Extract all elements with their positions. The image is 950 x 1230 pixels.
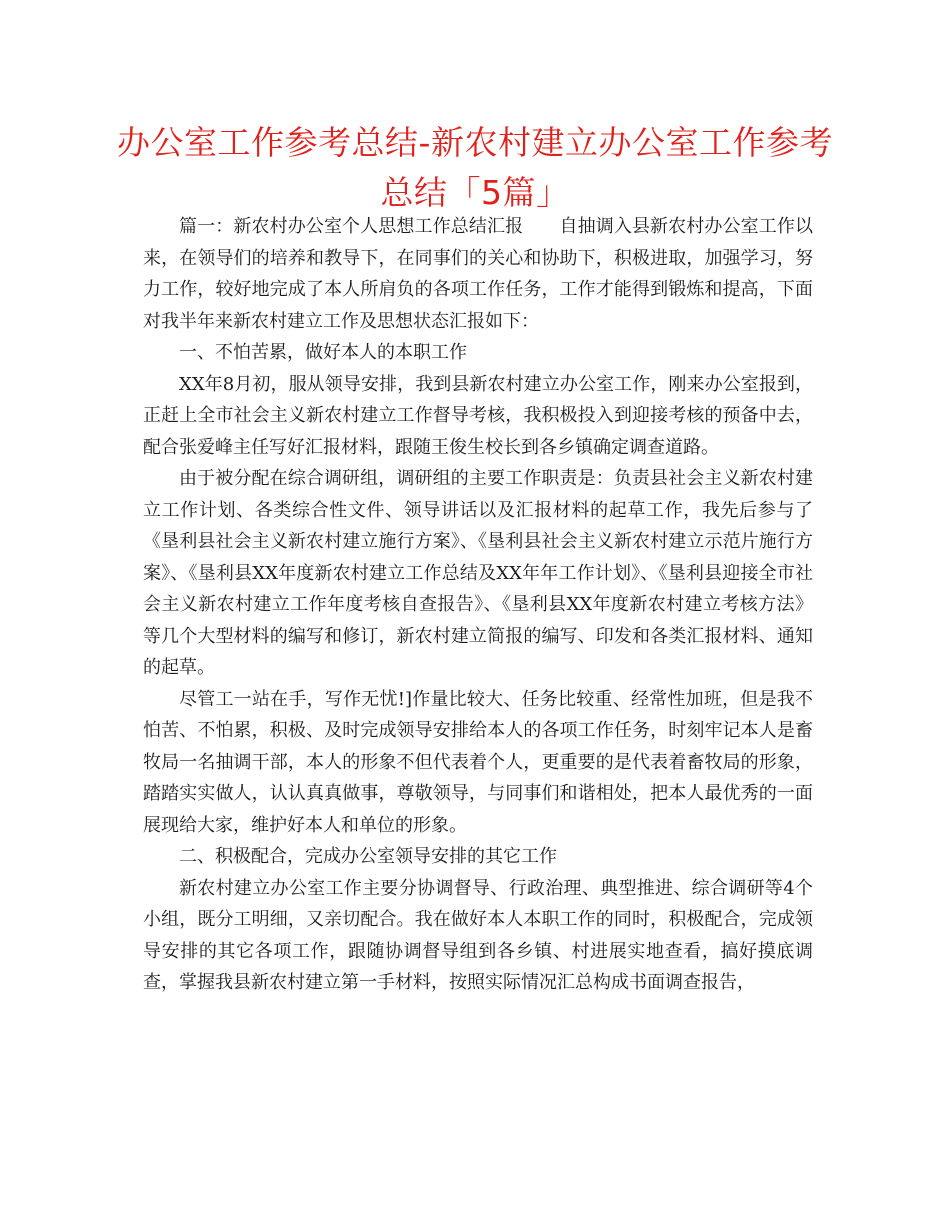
paragraph-intro: 篇一：新农村办公室个人思想工作总结汇报 自抽调入县新农村办公室工作以来，在领导们的培养和教导下，在同事们的关心和协助下，积极进取，加强学习，努力工作，较好地完成了本人所肩负的各项工作任务，工作才能得到锻炼和提高，下面对我半年来新农村建立工作及思想状态汇报如下： [143, 216, 813, 332]
paragraph: XX年8月初，服从领导安排，我到县新农村建立办公室工作，刚来办公室报到，正赶上全市社会主义新农村建立工作督导考核，我积极投入到迎接考核的预备中去，配合张爱峰主任写好汇报材料，跟随王俊生校长到各乡镇确定调查道路。 [143, 373, 813, 458]
document-body [143, 211, 813, 999]
section-heading-1: 一、不怕苦累，做好本人的本职工作 [179, 342, 467, 363]
paragraph: 尽管工一站在手，写作无忧!]作量比较大、任务比较重、经常性加班，但是我不怕苦、不怕累，积极、及时完成领导安排给本人的各项工作任务，时刻牢记本人是畜牧局一名抽调干部，本人的形象不但代表着个人，更重要的是代表着畜牧局的形象，踏踏实实做人，认认真真做事，尊敬领导，与同事们和谐相处，把本人最优秀的一面展现给大家，维护好本人和单位的形象。 [143, 688, 813, 836]
document-title: 办公室工作参考总结-新农村建立办公室工作参考总结「5篇」 [117, 123, 833, 212]
paragraph: 由于被分配在综合调研组，调研组的主要工作职责是：负责县社会主义新农村建立工作计划、各类综合性文件、领导讲话以及汇报材料的起草工作，我先后参与了《垦利县社会主义新农村建立施行方案》、《垦利县社会主义新农村建立示范片施行方案》、《垦利县XX年度新农村建立工作总结及XX年年工作计划》、《垦利县迎接全市社会主义新农村建立工作年度考核自查报告》、《垦利县XX年度新农村建立考核方法》等几个大型材料的编写和修订，新农村建立简报的编写、印发和各类汇报材料、通知的起草。 [143, 468, 813, 678]
paragraph: 新农村建立办公室工作主要分协调督导、行政治理、典型推进、综合调研等4个小组，既分工明细，又亲切配合。我在做好本人本职工作的同时，积极配合，完成领导安排的其它各项工作，跟随协调督导组到各乡镇、村进展实地查看，搞好摸底调查，掌握我县新农村建立第一手材料，按照实际情况汇总构成书面调查报告， [143, 877, 813, 993]
section-heading-2: 二、积极配合，完成办公室领导安排的其它工作 [179, 846, 557, 867]
